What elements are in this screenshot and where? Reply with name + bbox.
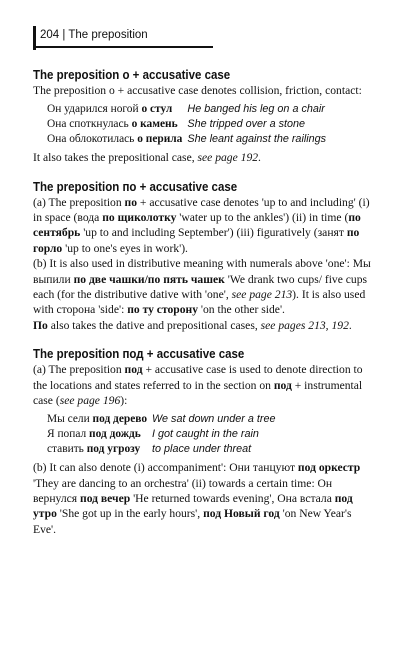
example-russian: Мы сели под дерево [47, 413, 148, 426]
paragraph-a-pod: (a) The preposition под + accusative case is used to denote direction to the locations and states referred to in the section on под + instrumental case (see page 196): [33, 363, 363, 408]
paragraph-b-pod: (b) It can also denote (i) accompaniment': Они танцуют под оркестр 'They are dancing to an orchestra' (ii) towards a certain time: Он вернулся под вечер 'He returned towards evening', Она встала под утро 'She got up in the early hours', под Новый год 'on New Year's Eve'. [33, 461, 361, 536]
section-title-po: The preposition по + accusative case [33, 179, 238, 194]
example-list-pod [47, 412, 373, 456]
example-russian: ставить под угрозу [47, 442, 141, 455]
paragraph-a-po: (a) The preposition по + accusative case denotes 'up to and including' (i) in space (вода по щиколотку 'water up to the ankles') (ii) in time (по сентябрь 'up to and including September') (iii) figuratively (занят по горло 'up to one's eyes in work'). [33, 195, 370, 255]
example-translation: She tripped over a stone [187, 118, 306, 130]
paragraph-b-po: (b) It is also used in distributive meaning with numerals above 'one': Мы выпили по две чашки/по пять чашек 'We drank two cups/ five cups each (for the distributive dative with 'one', see page 213). It is also used with сторона 'side': по ту сторону 'on the other side'. [33, 257, 371, 317]
section-o [33, 67, 373, 166]
example-russian: Я попал под дождь [47, 428, 141, 441]
section-intro-o: The preposition о + accusative case denotes collision, friction, contact: [33, 84, 362, 97]
header-separator: | [62, 29, 66, 41]
example-translation: I got caught in the rain [152, 428, 259, 441]
header-rule [33, 46, 213, 48]
section-title-pod: The preposition под + accusative case [33, 347, 245, 362]
running-title: The preposition [68, 29, 148, 41]
section-po [33, 179, 373, 334]
example-translation: We sat down under a tree [152, 413, 276, 426]
example-translation: He banged his leg on a chair [187, 103, 325, 116]
example-russian: Он ударился ногой о стул [47, 103, 173, 116]
example-translation: She leant against the railings [187, 132, 327, 145]
page-number: 204 [40, 29, 60, 41]
running-header [33, 26, 373, 44]
page [33, 26, 373, 537]
example-list-o [47, 102, 373, 146]
section-note-o: It also takes the prepositional case, see page 192. [33, 151, 261, 165]
section-pod [33, 346, 373, 537]
section-title-o: The preposition о + accusative case [33, 68, 231, 82]
example-translation: to place under threat [152, 442, 252, 455]
example-russian: Она облокотилась о перила [47, 132, 183, 145]
example-russian: Она споткнулась о камень [47, 118, 178, 130]
paragraph-c-po: По also takes the dative and prepositional cases, see pages 213, 192. [33, 318, 352, 332]
